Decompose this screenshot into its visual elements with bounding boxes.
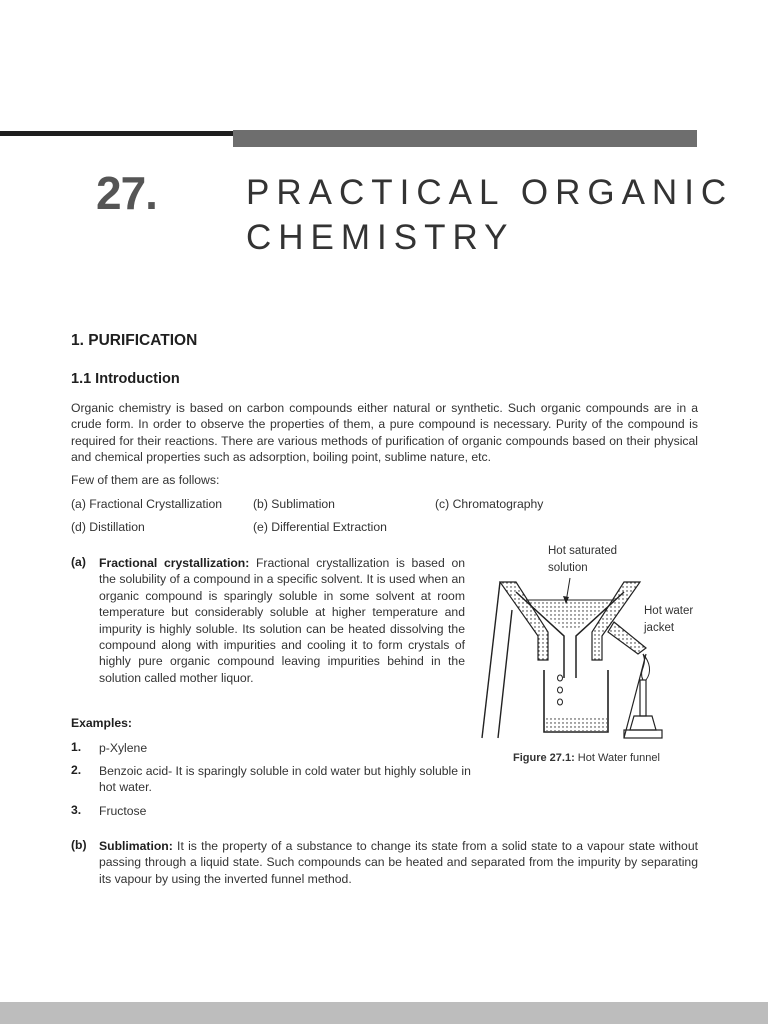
stand-leg-left (482, 582, 500, 738)
chapter-title (246, 170, 733, 260)
droplet (558, 675, 563, 681)
stand-leg-left-inner (498, 610, 512, 738)
chapter-title-line-1: PRACTICAL ORGANIC (246, 173, 734, 212)
stand-leg-right (624, 654, 646, 738)
burner-base (630, 716, 656, 730)
burner-plate (624, 730, 662, 738)
item-b-term: Sublimation: (99, 839, 173, 853)
intro-paragraph: Organic chemistry is based on carbon compounds either natural or synthetic. Such organic compounds are in a crude form. In order to observe the properties of them, a pure compound is necessary. Purity of the compound is required for their reactions. There are various methods of purification of organic compounds based on their physical and chemical properties such as adsorption, boiling point, sublime nature, etc. (71, 401, 698, 465)
chapter-number: 27. (96, 167, 157, 219)
item-a-paragraph (99, 555, 465, 686)
droplet (558, 687, 563, 693)
item-a-marker: (a) (71, 555, 86, 569)
method-item: (e) Differential Extraction (253, 520, 387, 534)
beaker-liquid (545, 716, 607, 731)
chapter-title-line-2: CHEMISTRY (246, 218, 515, 257)
item-a-term: Fractional crystallization: (99, 556, 250, 570)
header-rule-gray (233, 130, 697, 147)
footer-band (0, 1002, 768, 1024)
item-a-text: Fractional crystallization is based on the solubility of a compound in a specific solvent. It is used when an organic compound is sparingly soluble in some solvent at room temperature but considerably soluble at higher temperature and impurity is highly soluble. Its solution can be heated dissolving the compound along with impurities and cooling it to form crystals of highly pure organic compound leaving impurities behind in the solution called mother liquor. (99, 556, 465, 685)
method-item: (b) Sublimation (253, 497, 335, 511)
examples-heading: Examples: (71, 716, 132, 730)
example-number: 1. (71, 740, 82, 754)
figure-caption (513, 752, 660, 764)
example-text: p-Xylene (99, 741, 148, 755)
burner-tube (640, 680, 646, 716)
figure-caption-text: Hot Water funnel (574, 752, 660, 764)
example-number: 3. (71, 803, 82, 817)
subsection-heading: 1.1 Introduction (71, 371, 180, 387)
figure-label-top-line-2: solution (548, 561, 588, 574)
item-b-paragraph (99, 838, 698, 887)
hot-water-funnel-diagram (478, 570, 688, 750)
jacket-side-arm (608, 622, 646, 654)
example-text: Benzoic acid- It is sparingly soluble in cold water but highly soluble in hot water. (99, 764, 471, 795)
droplet (558, 699, 563, 705)
example-number: 2. (71, 763, 82, 777)
example-text: Fructose (99, 804, 147, 818)
item-b-text: It is the property of a substance to change its state from a solid state to a vapour state without passing through a liquid state. Such compounds can be heated and separated from the impurity by separating its vapour by using the inverted funnel method. (99, 839, 698, 886)
figure-label-right-line-1: Hot water (644, 605, 694, 617)
section-heading: 1. PURIFICATION (71, 332, 198, 349)
method-item: (a) Fractional Crystallization (71, 497, 223, 511)
method-item: (c) Chromatography (435, 497, 544, 511)
item-b-marker: (b) (71, 838, 87, 852)
method-item: (d) Distillation (71, 520, 145, 534)
header-rule-black (0, 131, 233, 136)
few-text: Few of them are as follows: (71, 473, 220, 487)
figure-label-top-line-1: Hot saturated (548, 545, 618, 557)
figure-label-right-line-2: jacket (644, 621, 675, 634)
figure-caption-label: Figure 27.1: (513, 752, 575, 764)
